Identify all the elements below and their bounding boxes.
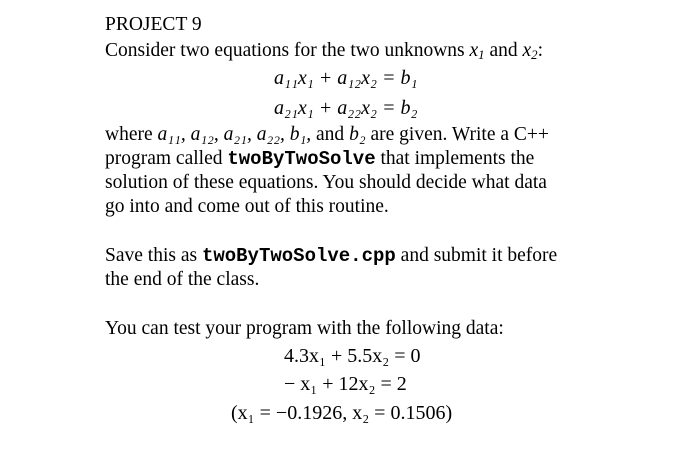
test-equation-1: 4.3x₁ + 5.5x₂ = 0 [284,345,421,367]
implements-text: that implements the [375,148,535,169]
paragraph-line-1 [105,124,549,146]
intro-line [105,40,543,62]
unknown-x1: $x_1$ [469,40,485,63]
paragraph-line-2 [105,148,534,170]
unknown-x2: $x_2$ [522,40,538,63]
intro-colon: : [537,40,544,61]
save-line-2: the end of the class. [105,269,260,290]
project-title: PROJECT 9 [105,14,202,35]
and-text: and [311,124,350,145]
intro-text: Consider two equations for the two unknowns [105,40,470,61]
variable-b2: b₂ [349,124,366,145]
save-line-1 [105,245,557,267]
where-text: where [105,124,158,145]
save-post-text: and submit it before [395,245,558,266]
program-called-text: program called [105,148,228,169]
test-solution: (x₁ = −0.1926, x₂ = 0.1506) [231,402,453,424]
intro-and: and [484,40,523,61]
save-pre-text: Save this as [105,245,202,266]
given-variables: a₁₁, a₁₂, a₂₁, a₂₂, b₁, [157,124,312,145]
test-intro: You can test your program with the following data: [105,318,504,339]
test-equation-2: − x₁ + 12x₂ = 2 [284,373,407,395]
given-text: are given. Write a C++ [365,124,549,145]
paragraph-line-4: go into and come out of this routine. [105,196,389,217]
function-name: twoByTwoSolve [227,148,376,170]
equation-2: a₂₁x₁ + a₂₂x₂ = b₂ [274,97,418,119]
filename: twoByTwoSolve.cpp [201,245,396,267]
paragraph-line-3: solution of these equations. You should decide what data [105,172,547,193]
equation-1: a₁₁x₁ + a₁₂x₂ = b₁ [274,67,418,89]
